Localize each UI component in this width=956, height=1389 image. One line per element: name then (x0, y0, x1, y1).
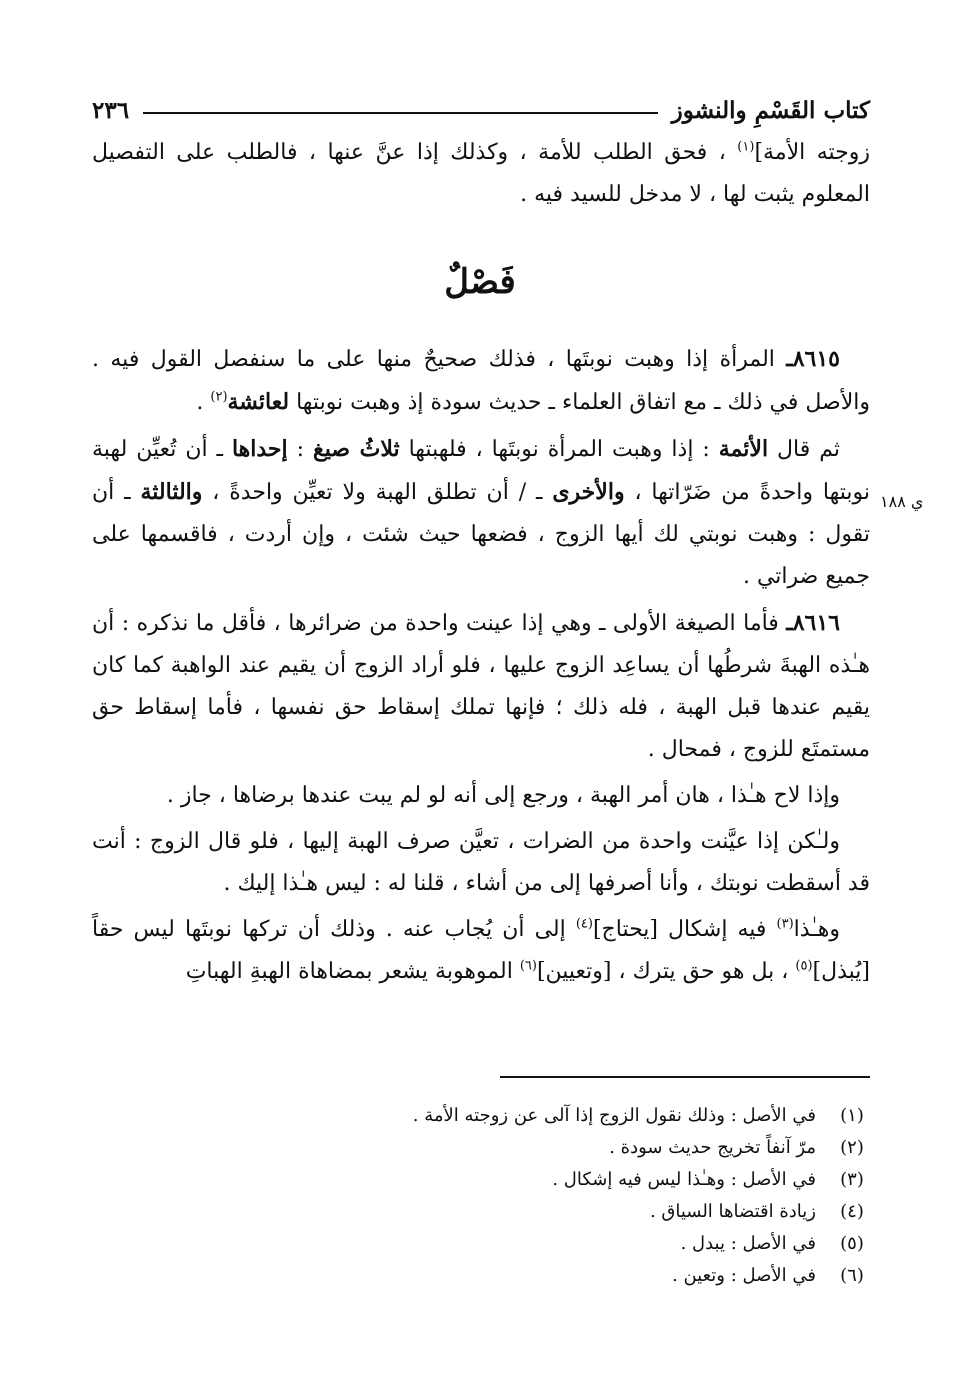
running-title: كتاب القَسْمِ والنشوز (671, 97, 870, 124)
paragraph-continuation: زوجته الأمة]$^{(١)}$ ، فحق الطلب للأمة ، وكذلك إذا عنَّ عنها ، فالطلب على التفصيل المعلوم يثبت لها ، لا مدخل للسيد فيه . (92, 139, 870, 207)
section-title: فَصْلٌ (444, 262, 516, 302)
paragraph-three-forms: ثم قال الأئمة : إذا وهبت المرأة نوبتَها ، فلهبتها ثلاثُ صيغ : إحداها ـ أن تُعيِّن لهبة نوبتها واحدةً من ضَرّاتها ، والأخرى ـ / أن تطلق الهبة ولا تعيِّن واحدةً ، والثالثة ـ أن تقول : وهبت نوبتي لك أيها الزوج ، فضعها حيث شئت ، وإن أردت ، فاقسمها على جميع ضراتي . (92, 436, 871, 589)
page-header (92, 84, 870, 124)
manuscript-folio-note: ي ١٨٨ (880, 492, 924, 511)
footnote-ref: (٣) (776, 916, 794, 932)
header-rule (143, 112, 658, 114)
footnote-ref: (٥) (795, 958, 813, 974)
footnote-ref: (١) (737, 139, 755, 155)
footnote-ref: (٤) (575, 916, 593, 932)
paragraph-continuation-2: وإذا لاح هـٰذا ، هان أمر الهبة ، ورجع إلى أنه لو لم يبت عندها برضاها ، جاز . (166, 783, 840, 808)
footnote-item: (٥) في الأصل : يبدل . (680, 1233, 864, 1254)
footnote-ref: (٢) (210, 389, 228, 405)
paragraph-number: ٨٦١٦ـ (786, 610, 840, 636)
paragraph-8616: ٨٦١٦ـ فأما الصيغة الأولى ـ وهي إذا عينت واحدة من ضرائرها ، فأقل ما نذكره : أن هـٰذه الهبةَ شرطُها أن يساعِد الزوج عليها ، فلو أراد الزوج أن يقيم عند الواهبة كما كان يقيم عندها قبل الهبة ، فله ذلك ؛ فإنها تملك إسقاط حق نفسها ، فأما إسقاط حق مستمتَع للزوج ، فمحال . (92, 610, 870, 762)
paragraph-8615: ٨٦١٥ـ المرأة إذا وهبت نوبتَها ، فذلك صحيحٌ منها على ما سنفصل القول فيه . والأصل في ذلك ـ مع اتفاق العلماء ـ حديث سودة إذ وهبت نوبتها لعائشة$^{(٢)}$ . (92, 346, 870, 415)
paragraph-continuation-4: وهـٰذا$^{(٣)}$ فيه إشكال [يحتاج]$^{(٤)}$ إلى أن يُجاب عنه . وذلك أن تركها نوبتَها ليس حقاً [يُبذل]$^{(٥)}$ ، بل هو حق يترك ، [وتعيين]$^{(٦)}$ الموهوبة يشعر بمضاهاة الهبةِ الهباتِ (92, 916, 870, 984)
footnote-item: (١) في الأصل : وذلك نقول الزوج إذا آلى عن زوجته الأمة . (412, 1105, 864, 1126)
page-number: ٢٣٦ (92, 97, 130, 124)
footnote-item: (٢) مرّ آنفاً تخريج حديث سودة . (609, 1137, 864, 1158)
footnote-rule (500, 1076, 870, 1078)
footnote-item: (٦) في الأصل : وتعين . (672, 1265, 864, 1286)
footnote-item: (٤) زيادة اقتضاها السياق . (649, 1201, 864, 1222)
paragraph-continuation-3: ولـٰكن إذا عيَّنت واحدة من الضرات ، تعيَّن صرف الهبة إليها ، فلو قال الزوج : أنت قد أسقطت نوبتك ، وأنا أصرفها إلى من أشاء ، قلنا له : ليس هـٰذا إليك . (92, 829, 870, 896)
footnote-ref: (٦) (519, 958, 537, 974)
footnotes (92, 1100, 870, 1292)
footnote-item: (٣) في الأصل : وهـٰذا ليس فيه إشكال . (552, 1169, 864, 1190)
paragraph-number: ٨٦١٥ـ (786, 346, 840, 372)
